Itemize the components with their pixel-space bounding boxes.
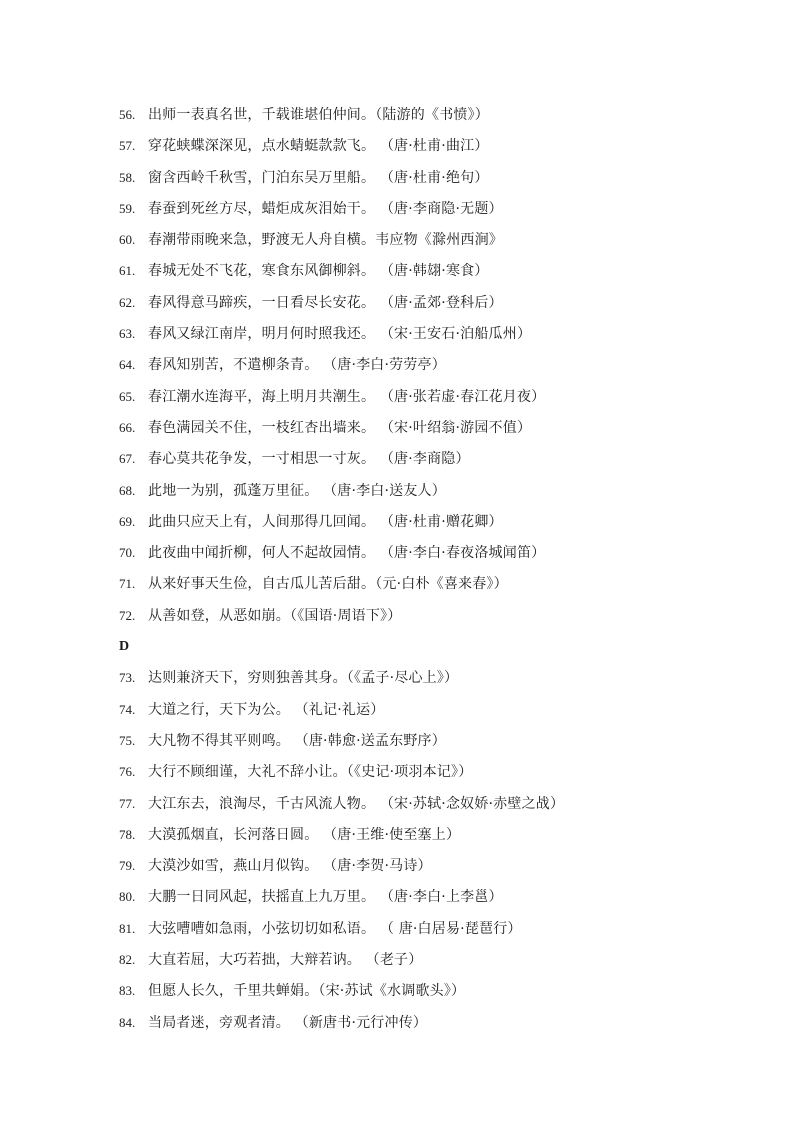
item-text: 窗含西岭千秋雪，门泊东吴万里船。 （唐·杜甫·绝句） [148, 169, 489, 186]
list-item [119, 99, 759, 130]
item-text: 大弦嘈嘈如急雨，小弦切切如私语。 （ 唐·白居易·琵琶行） [148, 920, 522, 937]
item-text: 春蚕到死丝方尽，蜡炬成灰泪始干。 （唐·李商隐·无题） [148, 200, 503, 217]
item-text: 但愿人长久，千里共蝉娟。（宋·苏试《水调歌头》） [148, 983, 466, 1000]
item-text: 出师一表真名世，千载谁堪伯仲间。（陆游的《书愤》） [148, 107, 489, 123]
item-text: 春风知别苦，不遣柳条青。 （唐·李白·劳劳亭） [148, 357, 446, 374]
list-item [119, 819, 759, 850]
item-number: 72. [119, 607, 136, 623]
item-number: 83. [119, 983, 136, 999]
list-item [119, 349, 759, 380]
item-text: 大江东去，浪淘尽，千古风流人物。 （宋·苏轼·念奴娇·赤壁之战） [148, 795, 565, 812]
item-number: 57. [119, 138, 136, 154]
list-item [119, 506, 759, 537]
list-item [119, 287, 759, 318]
list-item [119, 600, 759, 631]
list-item [119, 881, 759, 912]
list-item [119, 662, 759, 693]
list-item [119, 381, 759, 412]
list-item [119, 412, 759, 443]
item-number: 81. [119, 920, 136, 936]
item-number: 75. [119, 732, 136, 748]
item-text: 大凡物不得其平则鸣。 （唐·韩愈·送孟东野序） [148, 732, 446, 749]
list-item [119, 694, 759, 725]
item-number: 82. [119, 952, 136, 968]
item-text: 大漠沙如雪，燕山月似钩。 （唐·李贺·马诗） [148, 858, 432, 875]
item-number: 62. [119, 294, 136, 310]
list-item [119, 193, 759, 224]
item-number: 70. [119, 545, 136, 561]
list-item [119, 756, 759, 787]
item-number: 65. [119, 388, 136, 404]
list-item [119, 255, 759, 286]
list-item [119, 475, 759, 506]
item-text: 春潮带雨晚来急，野渡无人舟自横。韦应物《滁州西涧》 [148, 232, 503, 249]
item-number: 56. [119, 107, 136, 122]
item-text: 春风得意马蹄疾，一日看尽长安花。 （唐·孟郊·登科后） [148, 294, 503, 311]
item-text: 从善如登，从恶如崩。（《国语·周语下》） [148, 607, 402, 624]
item-text: 春心莫共花争发，一寸相思一寸灰。 （唐·李商隐） [148, 451, 470, 468]
item-number: 60. [119, 232, 136, 248]
list-item [119, 1007, 759, 1038]
item-number: 77. [119, 795, 136, 811]
item-text: 当局者迷，旁观者清。 （新唐书·元行冲传） [148, 1014, 428, 1031]
list-item [119, 975, 759, 1006]
item-text: 此夜曲中闻折柳，何人不起故园情。 （唐·李白·春夜洛城闻笛） [148, 545, 546, 562]
list-item [119, 568, 759, 599]
item-number: 71. [119, 576, 136, 592]
item-number: 74. [119, 701, 136, 717]
item-number: 58. [119, 169, 136, 185]
item-text: 春江潮水连海平，海上明月共潮生。 （唐·张若虚·春江花月夜） [148, 388, 546, 405]
item-number: 78. [119, 826, 136, 842]
list-item [119, 130, 759, 161]
list-item [119, 944, 759, 975]
item-number: 61. [119, 263, 136, 279]
item-text: 达则兼济天下，穷则独善其身。（《孟子·尽心上》） [148, 670, 459, 687]
item-text: 春色满园关不住，一枝红杏出墙来。 （宋·叶绍翁·游园不值） [148, 419, 532, 436]
list-item [119, 537, 759, 568]
list-item [119, 913, 759, 944]
item-number: 84. [119, 1014, 136, 1030]
quote-list [119, 99, 759, 1038]
list-item [119, 788, 759, 819]
item-text: 大行不顾细谨，大礼不辞小让。（《史记·项羽本记》） [148, 764, 473, 781]
item-number: 64. [119, 357, 136, 373]
item-text: 春城无处不飞花，寒食东风御柳斜。 （唐·韩翃·寒食） [148, 263, 489, 280]
item-text: 大鹏一日同风起，扶摇直上九万里。 （唐·李白·上李邕） [148, 889, 503, 906]
list-item [119, 443, 759, 474]
item-number: 63. [119, 326, 136, 342]
list-item [119, 725, 759, 756]
item-text: 此地一为别，孤蓬万里征。 （唐·李白·送友人） [148, 482, 446, 499]
item-number: 76. [119, 764, 136, 780]
list-item [119, 850, 759, 881]
item-text: 此曲只应天上有，人间那得几回闻。 （唐·杜甫·赠花卿） [148, 513, 503, 530]
list-item [119, 224, 759, 255]
list-item [119, 318, 759, 349]
item-number: 80. [119, 889, 136, 905]
item-number: 66. [119, 419, 136, 435]
list-item [119, 162, 759, 193]
item-text: 穿花蛱蝶深深见，点水蜻蜓款款飞。 （唐·杜甫·曲江） [148, 138, 489, 155]
item-number: 73. [119, 670, 136, 686]
item-number: 68. [119, 482, 136, 498]
section-heading: D [119, 639, 130, 655]
item-number: 59. [119, 200, 136, 216]
item-number: 67. [119, 451, 136, 467]
item-number: 79. [119, 858, 136, 874]
item-number: 69. [119, 513, 136, 529]
item-text: 大漠孤烟直，长河落日圆。 （唐·王维·使至塞上） [148, 826, 461, 843]
item-text: 春风又绿江南岸，明月何时照我还。 （宋·王安石·泊船瓜州） [148, 326, 532, 343]
item-text: 大道之行，天下为公。 （礼记·礼运） [148, 701, 385, 718]
item-text: 大直若屈，大巧若拙，大辩若讷。 （老子） [148, 952, 423, 969]
item-text: 从来好事天生俭，自古瓜儿苦后甜。（元·白朴《喜来春》） [148, 576, 508, 593]
